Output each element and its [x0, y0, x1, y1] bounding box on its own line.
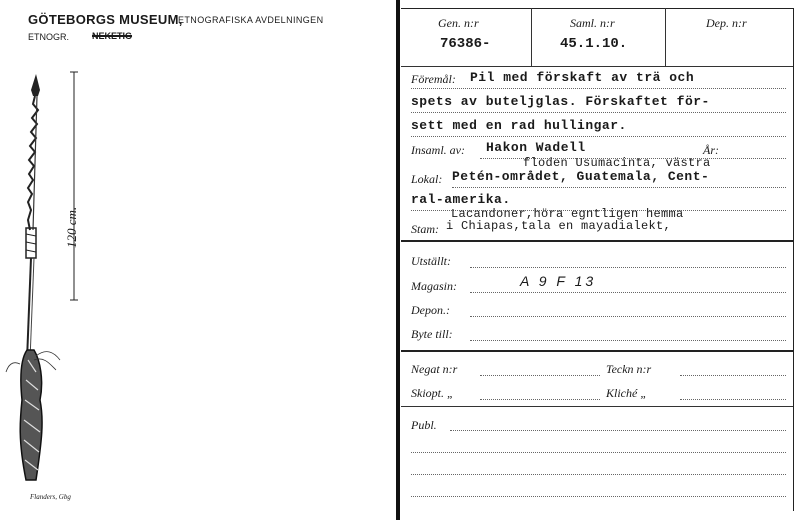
dotted-line [411, 474, 786, 475]
foremal-line-1: Pil med förskaft av trä och [470, 70, 695, 85]
lokal-line-1: Petén-området, Guatemala, Cent- [452, 169, 710, 184]
lokal-label: Lokal: [411, 172, 443, 186]
header-rule [401, 66, 793, 67]
dotted-line [450, 430, 786, 431]
dotted-line [480, 375, 600, 376]
dotted-line [470, 292, 786, 293]
section-rule [401, 350, 793, 352]
header-separator [531, 8, 532, 66]
teckn-label: Teckn n:r [606, 362, 652, 376]
magasin-label: Magasin: [411, 279, 457, 293]
lokal-line-2: ral-amerika. [411, 192, 511, 207]
museum-name: GÖTEBORGS MUSEUM, [28, 12, 183, 27]
foremal-line-3: sett med en rad hullingar. [411, 118, 627, 133]
saml-label: Saml. n:r [570, 16, 615, 30]
depon-label: Depon.: [411, 303, 450, 317]
dotted-line [470, 267, 786, 268]
ar-label: År: [703, 143, 719, 157]
saml-value: 45.1.10. [560, 36, 628, 52]
foremal-line-2: spets av buteljglas. Förskaftet för- [411, 94, 710, 109]
foremal-label: Föremål: [411, 72, 456, 86]
stam-above: Lacandoner,höra egntligen hemma [451, 207, 684, 221]
arrow-tip [31, 74, 40, 96]
dep-label: Dep. n:r [706, 16, 747, 30]
stam-label: Stam: [411, 222, 439, 236]
dotted-line [470, 316, 786, 317]
dotted-line [411, 88, 786, 89]
arrow-sketch-drawing [0, 60, 140, 500]
utstallt-label: Utställt: [411, 254, 452, 268]
dotted-line [470, 340, 786, 341]
card-divider [396, 0, 400, 520]
dotted-line [411, 136, 786, 137]
dotted-line [680, 399, 786, 400]
byte-label: Byte till: [411, 327, 453, 341]
section-label: ETNOGR. [28, 32, 70, 42]
dotted-line [411, 496, 786, 497]
insaml-value: Hakon Wadell [486, 140, 586, 155]
dotted-line [680, 375, 786, 376]
stam-value: i Chiapas,tala en mayadialekt, [446, 219, 672, 233]
gen-label: Gen. n:r [438, 16, 479, 30]
magasin-value: A 9 F 13 [520, 273, 597, 289]
length-note: 120 cm. [64, 206, 79, 248]
skiopt-label: Skiopt. „ [411, 386, 454, 400]
department-name: ETNOGRAFISKA AVDELNINGEN [178, 15, 324, 25]
negat-label: Negat n:r [411, 362, 458, 376]
dotted-line [452, 187, 786, 188]
header-separator [665, 8, 666, 66]
kliche-label: Kliché „ [606, 386, 647, 400]
lokal-above: floden Usumacinta, västra [523, 156, 711, 170]
insaml-label: Insaml. av: [411, 143, 465, 157]
feather-fletching [20, 350, 42, 480]
dotted-line [480, 399, 600, 400]
dotted-line [411, 452, 786, 453]
artist-signature: Flanders, Gbg [30, 493, 71, 501]
gen-value: 76386- [440, 36, 491, 52]
dotted-line [411, 112, 786, 113]
struck-word: NEKETIG [92, 31, 133, 41]
publ-label: Publ. [411, 418, 437, 432]
section-rule [401, 240, 793, 242]
section-rule [401, 406, 793, 407]
